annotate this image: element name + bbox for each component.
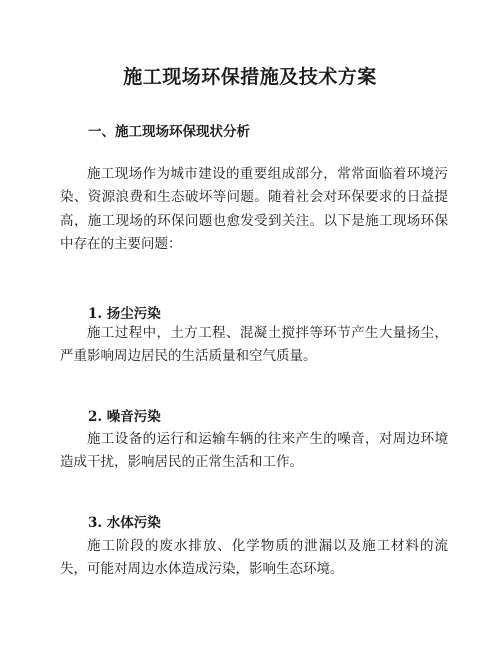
item-heading-dust: 1. 扬尘污染 <box>88 306 161 322</box>
item-body-noise: 施工设备的运行和运输车辆的往来产生的噪音，对周边环境造成干扰，影响居民的正常生活和工作。 <box>60 431 448 471</box>
item-heading-noise: 2. 噪音污染 <box>88 409 161 425</box>
item-body-water: 施工阶段的废水排放、化学物质的泄漏以及施工材料的流失，可能对周边水体造成污染，影响生态环境。 <box>60 538 448 578</box>
section-heading: 一、施工现场环保现状分析 <box>88 124 250 140</box>
item-heading-water: 3. 水体污染 <box>88 515 161 531</box>
document-title: 施工现场环保措施及技术方案 <box>123 66 377 88</box>
item-body-dust: 施工过程中，土方工程、混凝土搅拌等环节产生大量扬尘，严重影响周边居民的生活质量和空气质量。 <box>60 325 448 365</box>
intro-paragraph: 施工现场作为城市建设的重要组成部分，常常面临着环境污染、资源浪费和生态破坏等问题。随着社会对环保要求的日益提高，施工现场的环保问题也愈发受到关注。以下是施工现场环保中存在的主要问题： <box>60 166 448 253</box>
